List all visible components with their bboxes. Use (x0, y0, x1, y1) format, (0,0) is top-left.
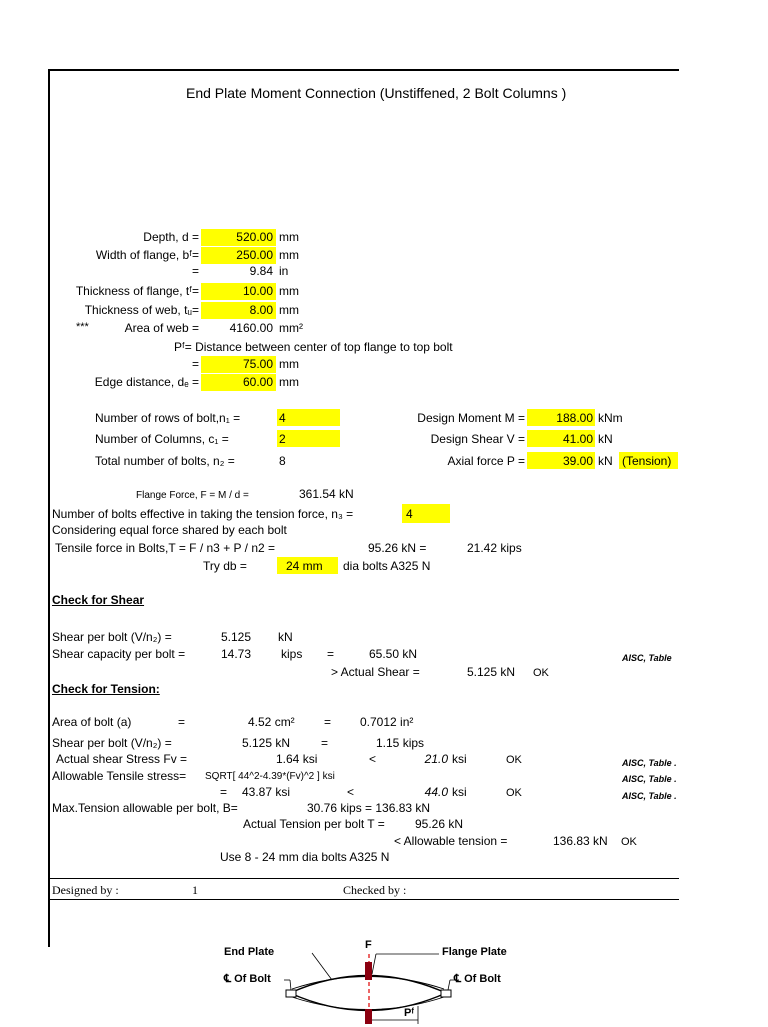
flange-plate-leader-d (372, 954, 376, 974)
allow-tensile-ref: AISC, Table . (622, 774, 677, 784)
pf-diagram-label: Pᶠ (404, 1007, 415, 1019)
allow-eq: = (220, 785, 228, 799)
moment-unit: kNm (598, 411, 623, 425)
moment-value[interactable]: 188.00 (556, 411, 593, 425)
tensile-label: Tensile force in Bolts,T = F / n3 + P / n2 = (55, 541, 276, 555)
shear-unit: kN (598, 432, 613, 446)
shear-capacity-value: 14.73 (221, 647, 252, 661)
try-db-label: Try db = (203, 559, 247, 573)
shear-per-bolt-value: 5.125 (221, 630, 252, 644)
area-bolt-in: 0.7012 in² (360, 715, 414, 729)
shear-per-bolt-unit: kN (278, 630, 293, 644)
edge-label: Edge distance, dₑ = (94, 375, 199, 389)
end-plate-leader (312, 953, 332, 980)
sheet-top-border (48, 69, 679, 71)
allow-tensile-label: Allowable Tensile stress= (52, 769, 187, 783)
actual-tension-label: Actual Tension per bolt T = (243, 817, 385, 831)
total-bolts-value: 8 (279, 454, 286, 468)
equal-force-note: Considering equal force shared by each bolt (52, 523, 287, 537)
actual-shear-ok: OK (533, 667, 549, 679)
thick-web-label: Thickness of web, tᵤ= (84, 303, 199, 317)
actual-tension-value: 95.26 kN (415, 817, 464, 831)
cl-bolt-left-leader-v (290, 980, 291, 990)
width-flange-in-value: 9.84 (249, 264, 273, 278)
fv-lt: < (369, 752, 377, 766)
pf-value[interactable]: 75.00 (242, 357, 273, 371)
bolt-left-head (286, 990, 296, 997)
edge-value[interactable]: 60.00 (242, 375, 273, 389)
axial-unit: kN (598, 454, 613, 468)
thick-web-value[interactable]: 8.00 (249, 303, 273, 317)
allow-tension-label: < Allowable tension = (394, 834, 508, 848)
shear-per-bolt-label: Shear per bolt (V/n₂) = (52, 630, 172, 644)
rows-value[interactable]: 4 (279, 411, 286, 425)
n3-label: Number of bolts effective in taking the tension force, n₃ = (52, 507, 354, 521)
flange-force-value: 361.54 kN (299, 487, 354, 501)
pf-description: Pᶠ= Distance between center of top flange to top bolt (174, 340, 453, 354)
end-plate-bottom-curve (290, 993, 446, 1011)
tension-shear-eq: = (321, 736, 329, 750)
pf-unit: mm (279, 357, 299, 371)
flange-section-bottom (365, 1009, 372, 1024)
cl-bolt-right-label: ℄ Of Bolt (454, 973, 501, 985)
axial-value[interactable]: 39.00 (562, 454, 593, 468)
area-web-unit: mm² (279, 321, 303, 335)
allow-limit: 44.0 (424, 785, 448, 799)
footer-top-rule (50, 878, 679, 879)
actual-shear-value: 5.125 kN (467, 665, 516, 679)
sheet-left-border (48, 69, 50, 947)
width-flange-in-label: = (191, 264, 199, 278)
thick-flange-label: Thickness of flange, tᶠ= (75, 284, 199, 298)
allow-ref-2: AISC, Table . (622, 791, 677, 801)
columns-label: Number of Columns, c₁ = (95, 432, 229, 446)
shear-capacity-kn: 65.50 kN (369, 647, 418, 661)
flange-plate-bottom-curve (292, 997, 444, 1010)
rows-highlight (277, 409, 340, 426)
area-web-prefix: *** (76, 321, 89, 333)
fv-value: 1.64 ksi (276, 752, 318, 766)
try-db-suffix: dia bolts A325 N (343, 559, 431, 573)
end-plate-label: End Plate (224, 946, 275, 958)
max-tension-label: Max.Tension allowable per bolt, B= (52, 801, 238, 815)
tensile-kips: 21.42 kips (467, 541, 522, 555)
allow-value: 43.87 ksi (242, 785, 291, 799)
total-bolts-label: Total number of bolts, n₂ = (95, 454, 235, 468)
rows-label: Number of rows of bolt,n₁ = (95, 411, 241, 425)
flange-section-top (365, 962, 372, 980)
flange-plate-label: Flange Plate (442, 946, 507, 958)
force-label: F (365, 939, 372, 951)
tension-shear-kips: 1.15 kips (376, 736, 425, 750)
area-bolt-value: 4.52 cm² (248, 715, 295, 729)
allow-unit: ksi (452, 785, 467, 799)
width-flange-unit: mm (279, 248, 299, 262)
thick-flange-unit: mm (279, 284, 299, 298)
shear-capacity-unit: kips (281, 647, 303, 661)
fv-ref: AISC, Table . (622, 758, 677, 768)
designed-by-label: Designed by : (52, 883, 119, 897)
cl-bolt-right-leader-v (448, 980, 450, 990)
allow-tension-ok: OK (621, 836, 637, 848)
allow-lt: < (347, 785, 355, 799)
area-bolt-eq: = (178, 715, 186, 729)
area-web-value: 4160.00 (229, 321, 273, 335)
use-bolts-text: Use 8 - 24 mm dia bolts A325 N (220, 850, 390, 864)
shear-ref: AISC, Table (622, 653, 672, 663)
depth-label: Depth, d = (143, 230, 199, 244)
tension-shear-value: 5.125 kN (242, 736, 291, 750)
connection-diagram (200, 936, 540, 1027)
width-flange-label: Width of flange, bᶠ= (95, 248, 199, 262)
allow-tensile-formula: SQRT[ 44^2-4.39*(Fv)^2 ] ksi (205, 771, 335, 782)
try-db-value[interactable]: 24 mm (286, 559, 323, 573)
moment-label: Design Moment M = (417, 411, 525, 425)
cl-bolt-left-label: ℄ Of Bolt (224, 973, 271, 985)
pf-label: = (191, 357, 199, 371)
page-title: End Plate Moment Connection (Unstiffened, 2 Bolt Columns ) (186, 85, 567, 101)
columns-value[interactable]: 2 (279, 432, 286, 446)
axial-note: (Tension) (622, 454, 672, 468)
area-web-label: Area of web = (124, 321, 199, 335)
max-tension-value: 30.76 kips = 136.83 kN (307, 801, 431, 815)
fv-unit: ksi (452, 752, 467, 766)
bolt-right-head (441, 990, 451, 997)
shear-capacity-label: Shear capacity per bolt = (52, 647, 186, 661)
thick-web-unit: mm (279, 303, 299, 317)
designed-by-value[interactable]: 1 (192, 883, 198, 897)
shear-capacity-eq: = (327, 647, 335, 661)
shear-check-heading: Check for Shear (52, 593, 145, 607)
shear-label: Design Shear V = (430, 432, 525, 446)
tensile-kn: 95.26 kN = (368, 541, 427, 555)
allow-tension-value: 136.83 kN (553, 834, 608, 848)
fv-label: Actual shear Stress Fv = (56, 752, 188, 766)
footer-bottom-rule (50, 899, 679, 900)
flange-force-label: Flange Force, F = M / d = (136, 490, 249, 501)
width-flange-in-unit: in (279, 264, 289, 278)
checked-by-label: Checked by : (343, 883, 407, 897)
width-flange-value[interactable]: 250.00 (236, 248, 273, 262)
edge-unit: mm (279, 375, 299, 389)
thick-flange-value[interactable]: 10.00 (242, 284, 273, 298)
shear-value[interactable]: 41.00 (562, 432, 593, 446)
fv-ok: OK (506, 754, 522, 766)
area-bolt-label: Area of bolt (a) (52, 715, 132, 729)
axial-label: Axial force P = (447, 454, 525, 468)
depth-value[interactable]: 520.00 (236, 230, 273, 244)
actual-shear-label: > Actual Shear = (331, 665, 420, 679)
tension-shear-label: Shear per bolt (V/n₂) = (52, 736, 172, 750)
area-bolt-eq2: = (324, 715, 332, 729)
depth-unit: mm (279, 230, 299, 244)
columns-highlight (277, 430, 340, 447)
n3-value[interactable]: 4 (406, 507, 413, 521)
tension-check-heading: Check for Tension: (52, 682, 160, 696)
fv-limit: 21.0 (424, 752, 448, 766)
allow-ok: OK (506, 787, 522, 799)
